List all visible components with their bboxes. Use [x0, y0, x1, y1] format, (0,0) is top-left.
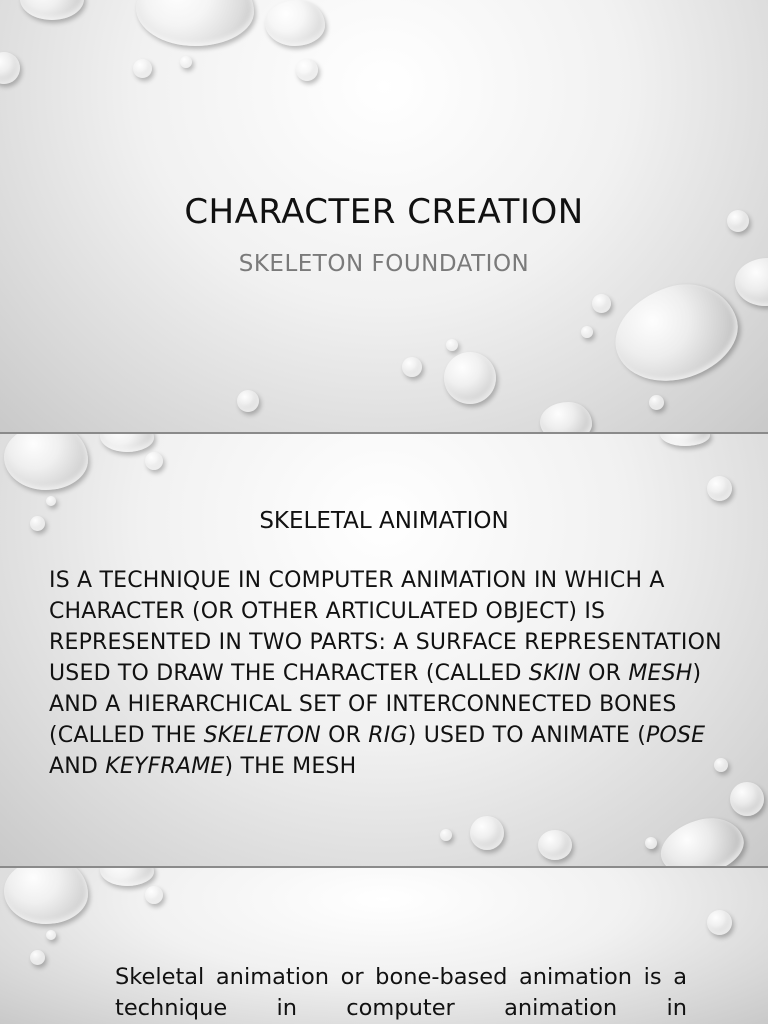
water-drop-decoration: [707, 476, 732, 501]
slide-subtitle: SKELETON FOUNDATION: [238, 251, 530, 277]
water-drop-decoration: [0, 52, 20, 84]
water-drop-decoration: [649, 395, 664, 410]
body-text-segment: OR: [580, 661, 629, 686]
water-drop-decoration: [265, 0, 325, 46]
water-drop-decoration: [603, 270, 749, 396]
water-drop-decoration: [654, 810, 749, 866]
water-drop-decoration: [440, 829, 452, 841]
water-drop-decoration: [402, 357, 422, 377]
water-drop-decoration: [730, 782, 764, 816]
body-text-segment: ) USED TO ANIMATE (: [407, 723, 646, 748]
term-skeleton: SKELETON: [203, 723, 321, 748]
water-drop-decoration: [660, 434, 710, 446]
water-drop-decoration: [180, 56, 192, 68]
term-pose: POSE: [645, 723, 706, 748]
water-drop-decoration: [645, 837, 657, 849]
body-text-segment: IS A TECHNIQUE IN COMPUTER ANIMATION IN WHICH A CHARACTER (OR OTHER ARTICULATED OBJECT) IS REPRESENTED IN TWO PARTS: A SURFACE REPRESENTATION USED TO DRAW THE CHARACTER (CALLED: [49, 568, 722, 686]
term-keyframe: KEYFRAME: [105, 754, 225, 779]
body-text-segment: AND: [49, 754, 106, 779]
water-drop-decoration: [296, 59, 318, 81]
water-drop-decoration: [540, 402, 592, 432]
slide-heading: SKELETAL ANIMATION: [259, 508, 509, 534]
slide-skeletal-animation: [0, 434, 768, 866]
water-drop-decoration: [470, 816, 504, 850]
water-drop-decoration: [133, 59, 152, 78]
water-drop-decoration: [444, 352, 496, 404]
slide-body-text: Skeletal animation or bone-based animation is a technique in computer animation in: [115, 964, 687, 1021]
water-drop-decoration: [145, 452, 163, 470]
water-drop-decoration: [538, 830, 572, 860]
water-drop-decoration: [100, 868, 154, 886]
water-drop-decoration: [581, 326, 593, 338]
water-drop-decoration: [237, 390, 259, 412]
water-drop-decoration: [30, 950, 45, 965]
water-drop-decoration: [145, 886, 163, 904]
body-text-segment: ) THE MESH: [224, 754, 357, 779]
water-drop-decoration: [592, 294, 611, 313]
term-mesh: MESH: [628, 661, 693, 686]
water-drop-decoration: [46, 930, 56, 940]
body-text-segment: ) AND A HIERARCHICAL SET OF INTERCONNECTED BONES (CALLED THE: [49, 661, 702, 748]
slide-title: [0, 0, 768, 432]
term-skin: SKIN: [528, 661, 581, 686]
slide-title-heading: CHARACTER CREATION: [184, 192, 584, 232]
slide-definition: [0, 868, 768, 1024]
water-drop-decoration: [707, 910, 732, 935]
water-drop-decoration: [4, 434, 88, 490]
water-drop-decoration: [46, 496, 56, 506]
term-rig: RIG: [368, 723, 408, 748]
water-drop-decoration: [446, 339, 458, 351]
body-text-segment: OR: [320, 723, 369, 748]
water-drop-decoration: [136, 0, 254, 46]
slide-body-text: [49, 565, 739, 782]
water-drop-decoration: [20, 0, 84, 20]
water-drop-decoration: [4, 868, 88, 924]
water-drop-decoration: [100, 434, 154, 452]
